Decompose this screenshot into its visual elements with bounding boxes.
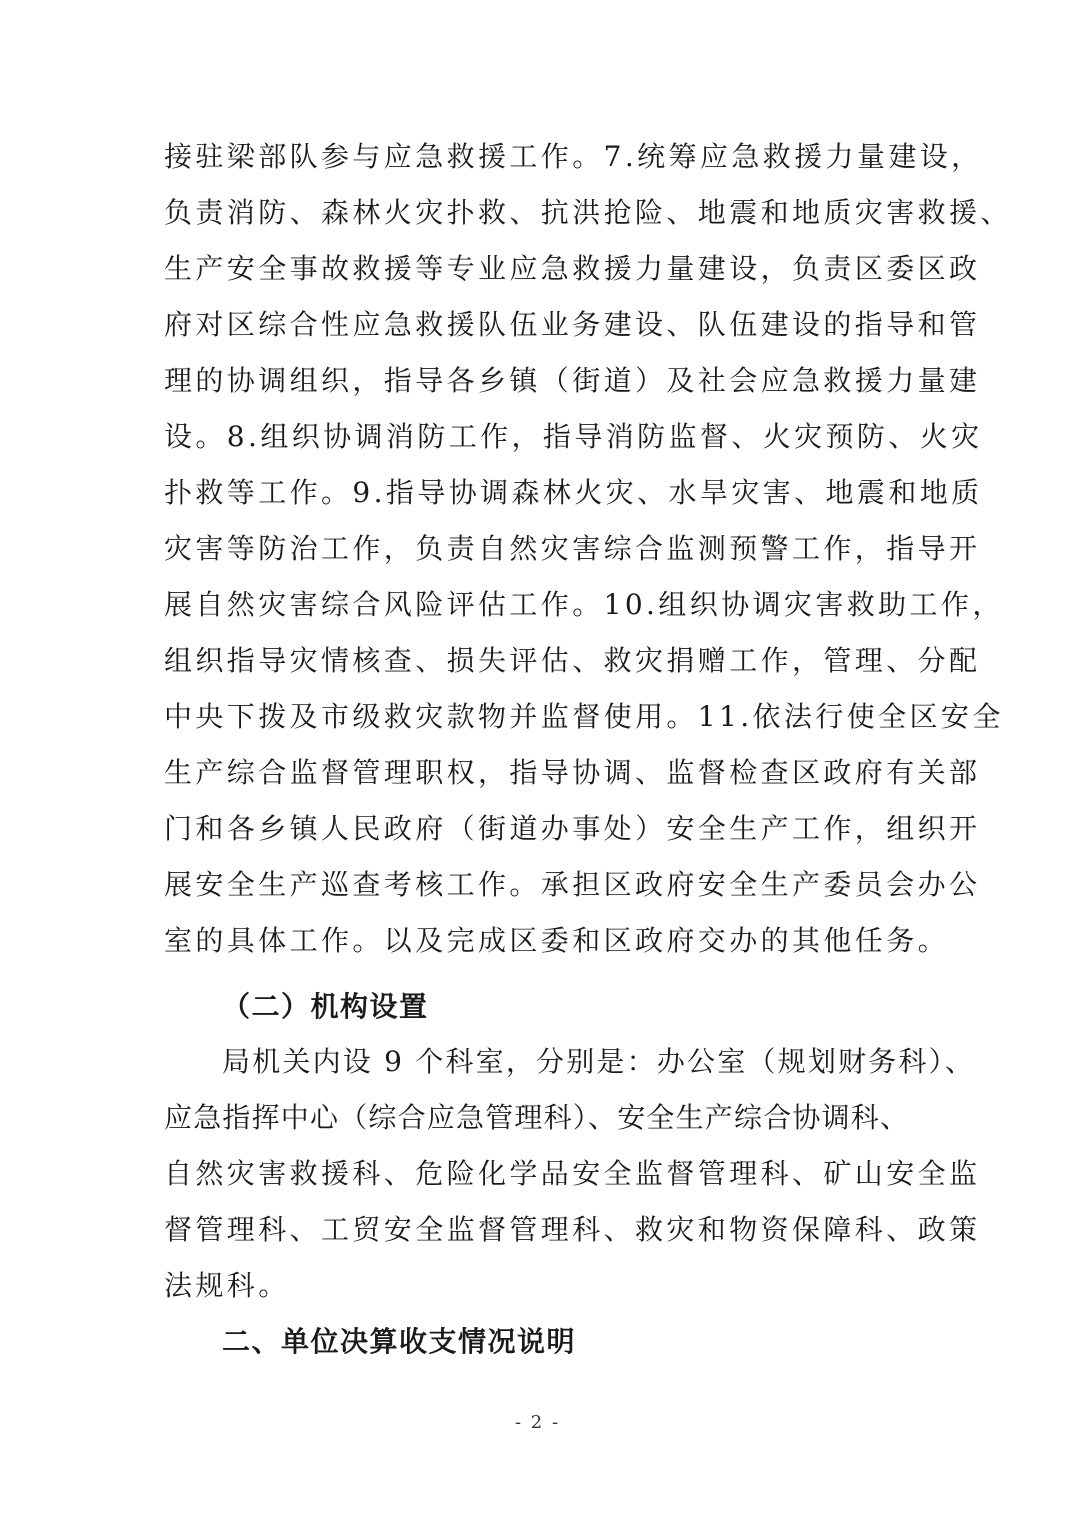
paragraph-line: 灾害等防治工作，负责自然灾害综合监测预警工作，指导开 <box>164 532 981 565</box>
paragraph-line: 组织指导灾情核查、损失评估、救灾捐赠工作，管理、分配 <box>164 644 981 677</box>
paragraph-line: 府对区综合性应急救援队伍业务建设、队伍建设的指导和管 <box>164 308 981 341</box>
page-number: - 2 - <box>514 1412 561 1433</box>
paragraph-line: 应急指挥中心（综合应急管理科）、安全生产综合协调科、 <box>164 1101 910 1134</box>
paragraph-line: 中央下拨及市级救灾款物并监督使用。11.依法行使全区安全 <box>164 700 1004 733</box>
paragraph-line: 生产安全事故救援等专业应急救援力量建设，负责区委区政 <box>164 252 981 285</box>
paragraph-line: 门和各乡镇人民政府（街道办事处）安全生产工作，组织开 <box>164 812 981 845</box>
chapter-heading-budget: 二、单位决算收支情况说明 <box>222 1325 577 1358</box>
paragraph-line: 理的协调组织，指导各乡镇（街道）及社会应急救援力量建 <box>164 364 981 397</box>
paragraph-line: 法规科。 <box>164 1269 290 1302</box>
paragraph-line: 扑救等工作。9.指导协调森林火灾、水旱灾害、地震和地质 <box>164 476 983 509</box>
paragraph-line: 展自然灾害综合风险评估工作。10.组织协调灾害救助工作， <box>164 588 1004 621</box>
paragraph-line: 督管理科、工贸安全监督管理科、救灾和物资保障科、政策 <box>164 1213 981 1246</box>
paragraph-line: 设。8.组织协调消防工作，指导消防监督、火灾预防、火灾 <box>164 420 983 453</box>
paragraph-line: 负责消防、森林火灾扑救、抗洪抢险、地震和地质灾害救援、 <box>164 196 1012 229</box>
paragraph-line: 接驻梁部队参与应急救援工作。7.统筹应急救援力量建设， <box>164 140 983 173</box>
paragraph-line: 展安全生产巡查考核工作。承担区政府安全生产委员会办公 <box>164 868 981 901</box>
paragraph-line: 自然灾害救援科、危险化学品安全监督管理科、矿山安全监 <box>164 1157 981 1190</box>
paragraph-line: 生产综合监督管理职权，指导协调、监督检查区政府有关部 <box>164 756 981 789</box>
paragraph-line: 室的具体工作。以及完成区委和区政府交办的其他任务。 <box>164 924 950 957</box>
section-heading-organization: （二）机构设置 <box>222 990 429 1023</box>
paragraph-line: 局机关内设 9 个科室，分别是：办公室（规划财务科）、 <box>222 1045 976 1078</box>
